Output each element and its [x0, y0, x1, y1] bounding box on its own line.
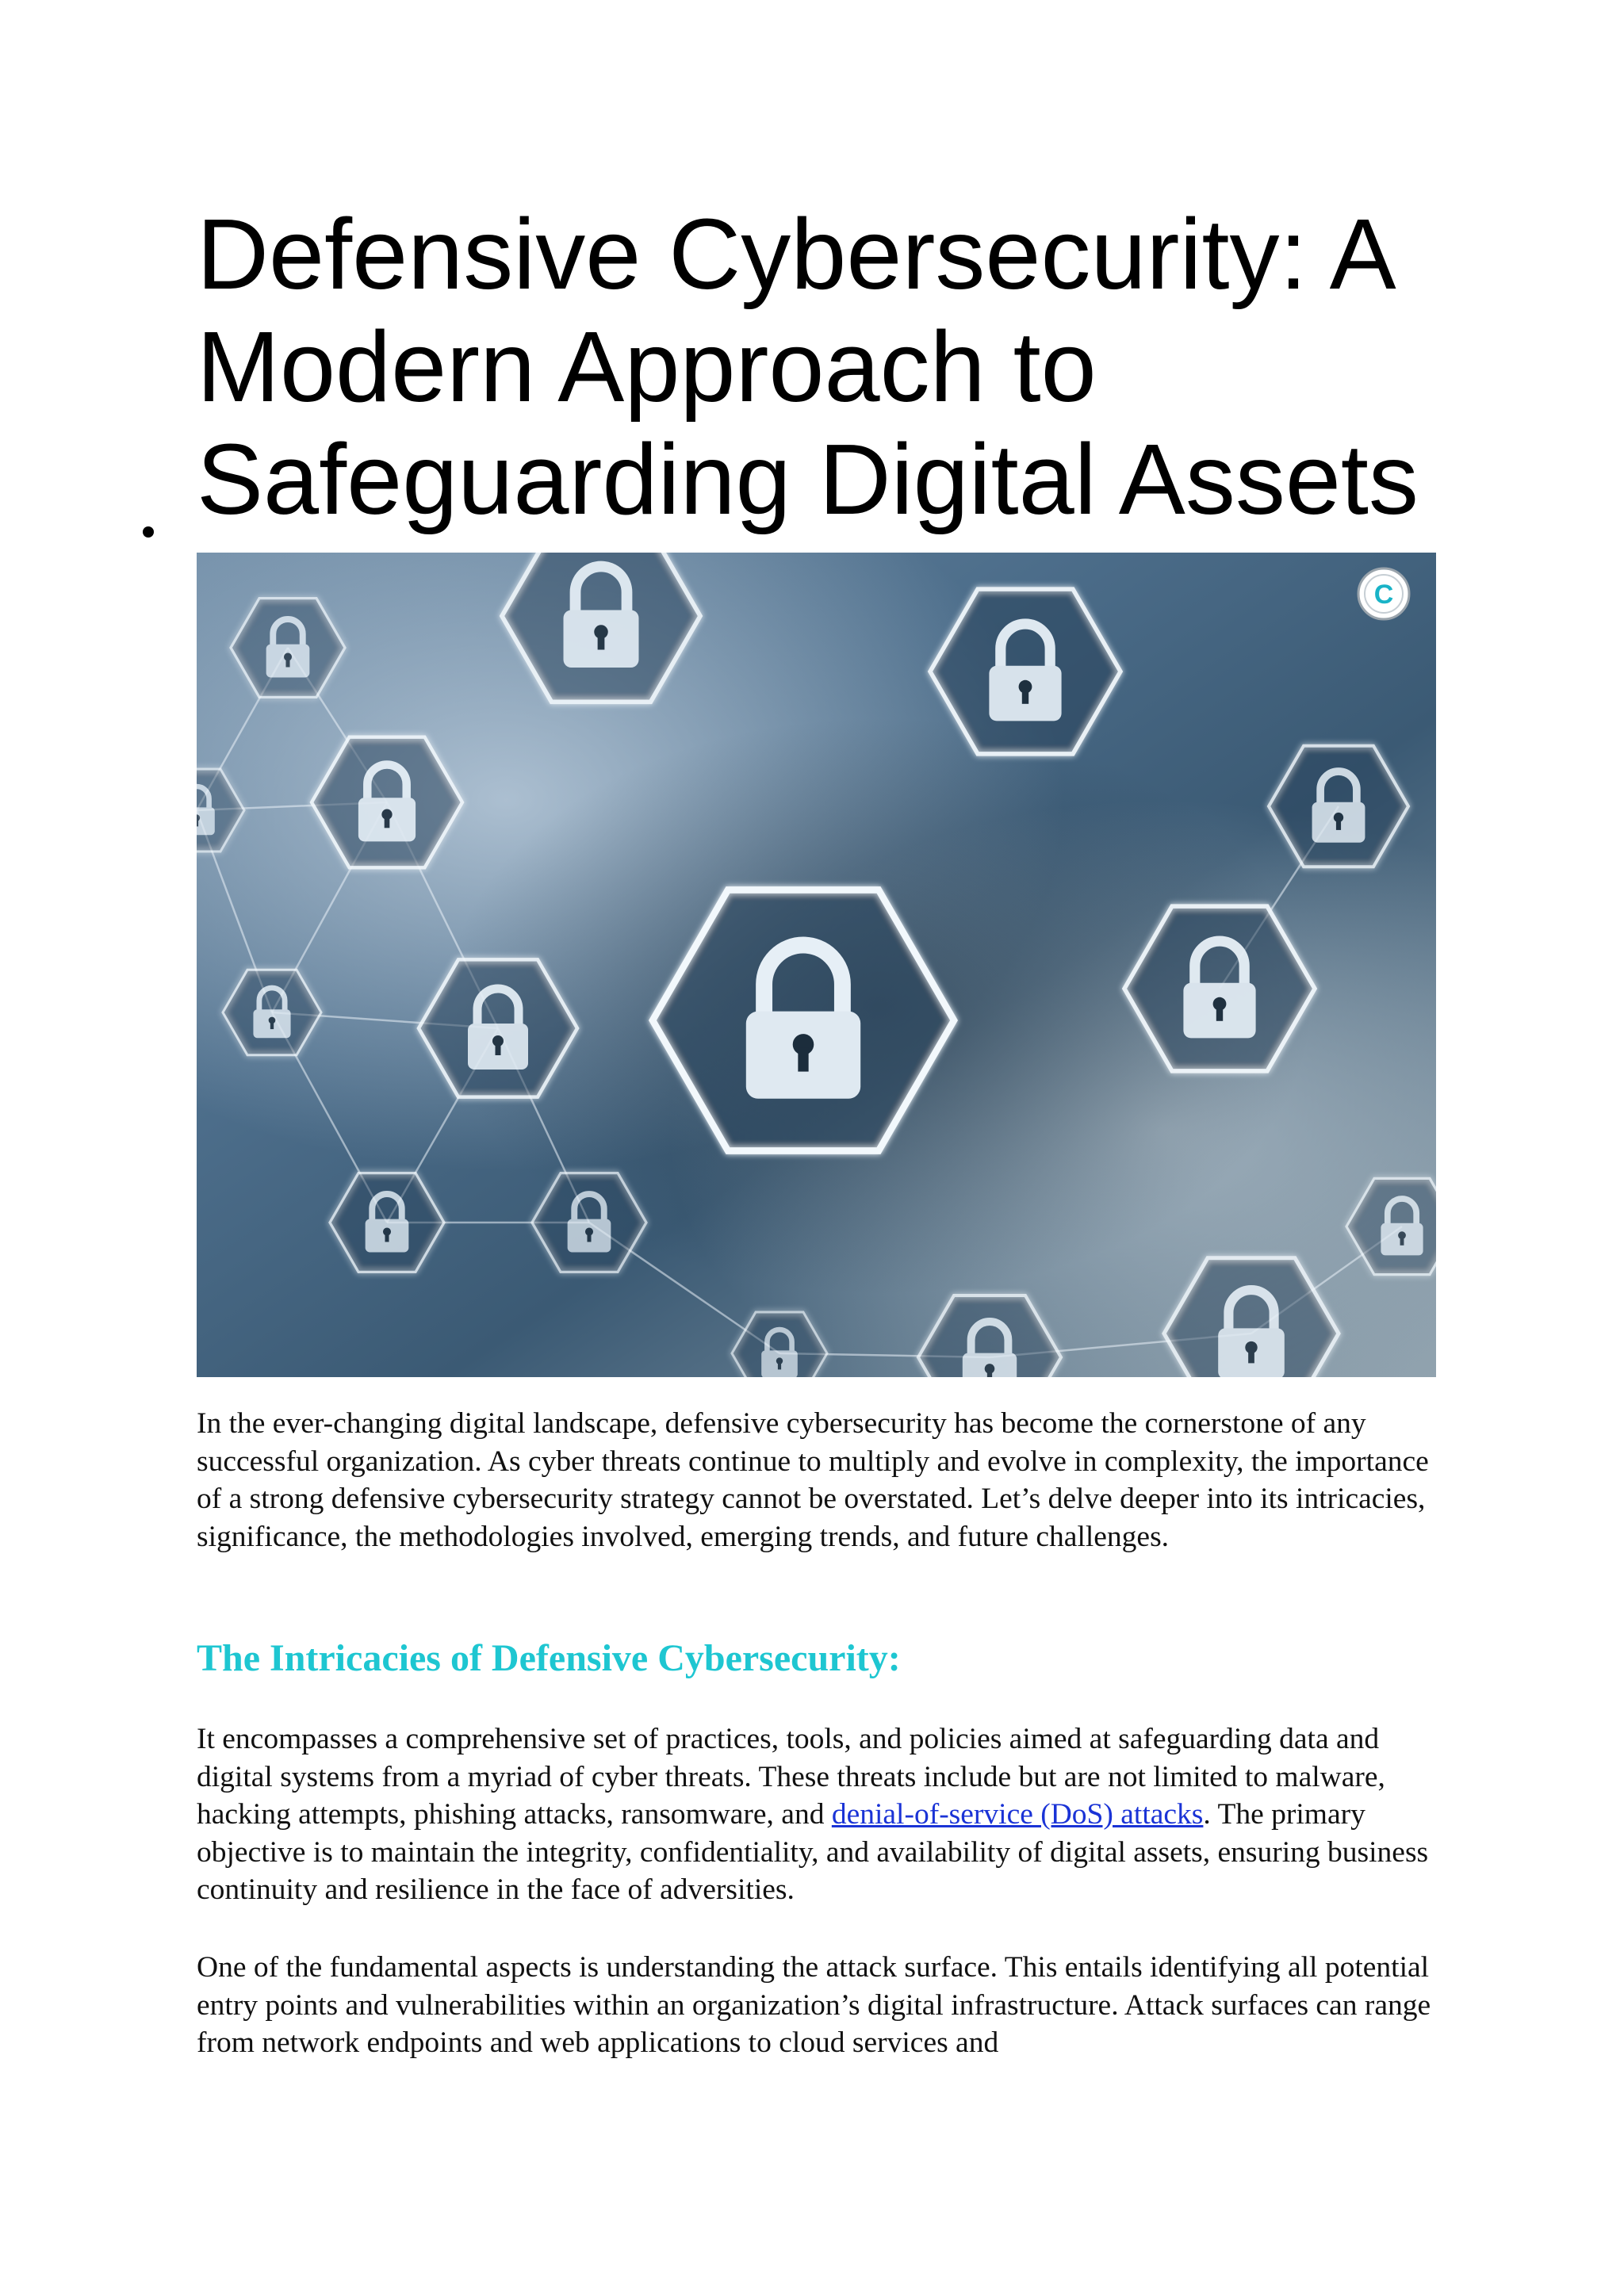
dos-attacks-link[interactable]: denial-of-service (DoS) attacks [831, 1798, 1204, 1831]
body-paragraph-1 [197, 1720, 1450, 1909]
logo-c-icon [1358, 568, 1409, 619]
logo-letter: C [1373, 580, 1394, 610]
article-title: Defensive Cybersecurity: A Modern Approach to Safeguarding Digital Assets [197, 198, 1419, 535]
intro-paragraph: In the ever-changing digital landscape, defensive cybersecurity has become the cornerstone of any successful organization. As cyber threats continue to multiply and evolve in complexity, the importance of a strong defensive cybersecurity strategy cannot be overstated. Let’s delve deeper into its intricacies, significance, the methodologies involved, emerging trends, and future challenges. [197, 1407, 1429, 1553]
list-bullet [143, 526, 154, 538]
body-paragraph-2: One of the fundamental aspects is understanding the attack surface. This entails identifying all potential entry points and vulnerabilities within an organization’s digital infrastructure. Attack surfaces can range from network endpoints and web applications to cloud services and [197, 1951, 1431, 2059]
paragraph-text: . The primary objective is to maintain the integrity, confidentiality, and availability of digital assets, ensuring business continuity and resilience in the face of adversities. [197, 1798, 1429, 1906]
hero-image [197, 553, 1436, 1377]
section-heading: The Intricacies of Defensive Cybersecurity: [197, 1637, 901, 1679]
paragraph-text: It encompasses a comprehensive set of practices, tools, and policies aimed at safeguarding data and digital systems from a myriad of cyber threats. These threats include but are not limited to malware, hacking attempts, phishing attacks, ransomware, and [197, 1723, 1385, 1831]
